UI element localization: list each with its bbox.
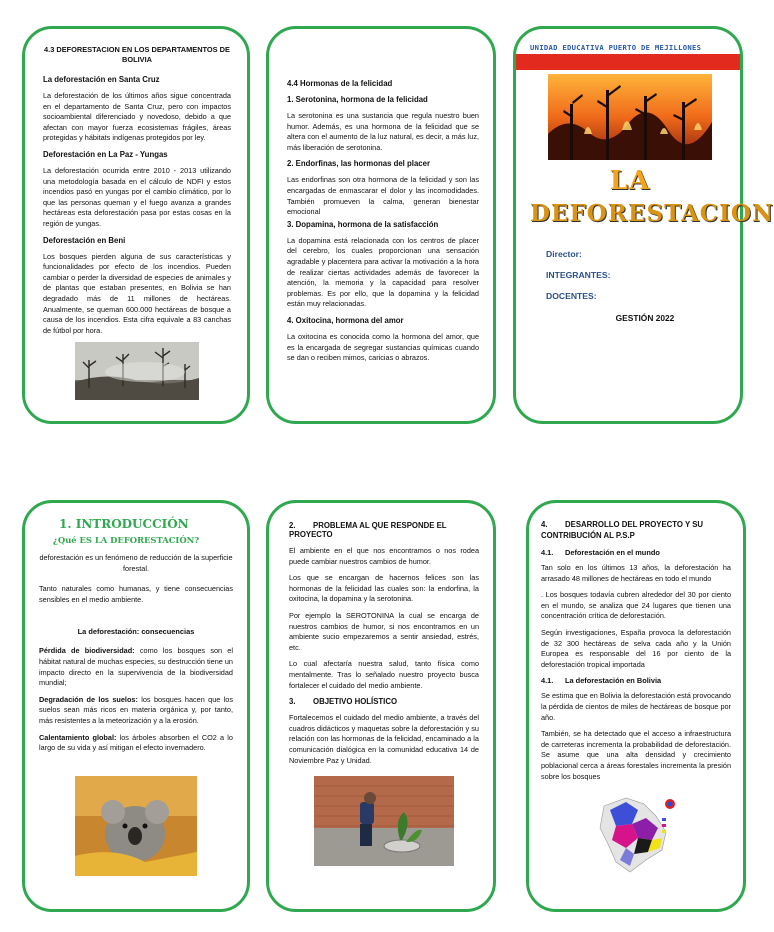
heading-text: DESARROLLO DEL PROYECTO Y SU CONTRIBUCIÓN AL P.S.P — [541, 520, 704, 540]
problem-text-2: Los que se encargan de hacernos felices son las hormonas de la felicidad las cuales son: la endorfina, la oxitocina, la dopamina y la serotonina. — [289, 573, 479, 604]
bolivia-text-2: También, se ha detectado que el acceso a infraestructura de carreteras incrementa la probabilidad de deforestación. Se asume que una alta densidad y crecimiento poblacional cerca a áreas forestales incrementa la presión sobre los bosques — [541, 729, 731, 781]
panel-introduccion — [22, 500, 250, 912]
planting-photo — [314, 776, 454, 866]
consequence-label: Pérdida de biodiversidad: — [39, 646, 135, 656]
subheading-la-paz: Deforestación en La Paz - Yungas — [43, 149, 168, 159]
red-banner — [516, 54, 740, 70]
burned-forest-photo — [75, 342, 199, 400]
intro-question: ¿Qué ES LA DEFORESTACIÓN? — [53, 535, 200, 545]
subheading-oxitocina: 4. Oxitocina, hormona del amor — [287, 315, 404, 325]
heading-number: 4. — [541, 520, 548, 529]
subheading-beni: Deforestación en Beni — [43, 235, 126, 245]
panel-cover — [513, 26, 774, 424]
problem-text-3: Por ejemplo la SEROTONINA la cual se encarga de nuestros cambios de humor, si nos encontramos en un ambiente sucio empezaremos a sentir ansiedad, estrés, etc. — [289, 610, 479, 652]
consequence-text: los árboles absorben el CO2 a lo largo de su vida y así mitigan el efecto invernadero. — [39, 732, 233, 753]
panel-problema — [266, 500, 496, 912]
text-dopamina: La dopamina está relacionada con los centros de placer del cerebro, los cuales proporcionan una sensación agradable y placentera para activar la motivación a la hora de realizar ciertas actividades además de favorecer la atención, la memoria y la capacidad para resolver problemas. Es por ello, que la dopamina y la felicidad están muy relacionadas. — [287, 235, 479, 309]
world-text-3: Según investigaciones, España provoca la deforestación de 32 300 hectáreas de selva cada año y la Unión Europea es responsable del 16 por ciento de la deforestación tropical importada — [541, 627, 731, 669]
text-oxitocina: La oxitocina es conocida como la hormona del amor, que es la encargada de segregar sustancias químicas cuando se dan o reciben mimos, caricias o abrazos. — [287, 331, 479, 363]
heading-number: 4.1. — [541, 548, 554, 557]
consequence-label: Calentamiento global: — [39, 732, 117, 742]
section-heading: 4.3 DEFORESTACION EN LOS DEPARTAMENTOS DE BOLIVIA — [44, 45, 230, 64]
objective-text: Fortalecemos el cuidado del medio ambiente, a través del cuadros didácticos y maquetas sobre la deforestación y su relación con las hormonas de la felicidad, encaminado a la comunicación dialógica en la comunidad educativa 14 de Noviembre Paz y Unidad. — [289, 713, 479, 765]
bolivia-map-image — [586, 788, 686, 880]
section-heading: 4.4 Hormonas de la felicidad — [287, 79, 393, 88]
text-beni: Los bosques pierden alguna de sus características y funcionalidades por efecto de los incendios. Pueden cambiar o perder la diversidad de especies de animales y de plantas que estaban presentes, en Bolivia se han degradado más de 11 millones de hectáreas. Anualmente, se queman 600.000 hectáreas de bosque a causa de los incendios. Esta cifra equivale a 83 canchas de fútbol por hora. — [43, 251, 231, 335]
heading-text: Deforestación en el mundo — [565, 548, 660, 557]
definition-text: deforestación es un fenómeno de reducción de la superficie forestal. — [39, 553, 233, 573]
heading-number: 4.1. — [541, 676, 554, 686]
subheading-dopamina: 3. Dopamina, hormona de la satisfacción — [287, 219, 439, 229]
cover-title-la: LA — [609, 166, 651, 196]
subheading-endorfinas: 2. Endorfinas, las hormonas del placer — [287, 159, 430, 169]
heading-text: PROBLEMA AL QUE RESPONDE EL PROYECTO — [289, 521, 447, 539]
bolivia-subheading — [541, 676, 731, 685]
gestion-label: GESTIÓN 2022 — [615, 313, 675, 323]
integrantes-label: INTEGRANTES: — [546, 270, 611, 280]
world-text-2: . Los bosques todavía cubren alrededor del 30 por ciento en el mundo, se analiza que 24 lugares que tienen una concentración crítica de deforestación. — [541, 590, 731, 621]
school-name: UNIDAD EDUCATIVA PUERTO DE MEJILLONES — [530, 43, 702, 52]
intro-heading: 1. INTRODUCCIÓN — [59, 517, 189, 531]
consequence-calentamiento — [39, 733, 233, 754]
problem-heading — [289, 521, 479, 539]
bolivia-text-1: Se estima que en Bolivia la deforestación está provocando la pérdida de cientos de miles de hectáreas de bosque por año. — [541, 691, 731, 722]
text-santa-cruz: La deforestación de los últimos años sigue concentrada en el departamento de Santa Cruz, pero con impactos socioambiental diferenciado y novedoso, debido a que afectan con mayor fuerza ecosistemas frágiles, áreas protegidas y hábitats indígenas protegidos por ley. — [43, 91, 231, 143]
text-endorfinas: Las endorfinas son otra hormona de la felicidad y son las encargadas de enmascarar el dolor y las incomodidades. También promueven la calma, generan bienestar emocional — [287, 175, 479, 217]
heading-text: OBJETIVO HOLÍSTICO — [313, 697, 398, 707]
panel-departamentos — [22, 26, 250, 424]
consequence-suelos — [39, 695, 233, 727]
consequence-text: los bosques hacen que los suelos sean más ricos en materia orgánica y, por tanto, más resistentes a la meteorización y a la erosión. — [39, 694, 233, 725]
consequence-label: Degradación de los suelos: — [39, 694, 138, 704]
docentes-label: DOCENTES: — [546, 291, 597, 301]
panel-hormonas — [266, 26, 496, 424]
subheading-serotonina: 1. Serotonina, hormona de la felicidad — [287, 95, 428, 104]
development-heading — [541, 519, 731, 541]
subheading-santa-cruz: La deforestación en Santa Cruz — [43, 75, 160, 84]
heading-text: La deforestación en Bolivia — [565, 676, 662, 686]
director-label: Director: — [546, 249, 582, 259]
forest-fire-image — [548, 74, 712, 160]
text-serotonina: La serotonina es una sustancia que regula nuestro buen humor. Además, es una hormona de la felicidad que se altera con el aumento de la luz natural, es decir, a más luz, más liberación de serotonina. — [287, 111, 479, 152]
consequence-text: como los bosques son el hábitat natural de muchas especies, su destrucción tiene un impacto directo en la supervivencia de la biodiversidad mundial; — [39, 646, 233, 688]
problem-text-1: El ambiente en el que nos encontramos o nos rodea puede cambiar nuestros cambios de humor. — [289, 546, 479, 566]
koala-photo — [75, 776, 197, 876]
text-la-paz: La deforestación ocurrida entre 2010 - 2013 utilizando una metodología basada en el cálculo de NDFI y estos incendios pasó en yungas por el cambio climático, por lo que las personas queman y el fuego avanza a grandes hectáreas esta deforestación pasa por estas cosas en la región de yungas. — [43, 165, 231, 228]
panel-desarrollo — [526, 500, 746, 912]
objective-heading — [289, 697, 479, 706]
problem-text-4: Lo cual afectaría nuestra salud, tanto física como mentalmente. Tras lo señalado nuestro proyecto busca fortalecer el cuidado del medio ambiente. — [289, 659, 479, 690]
causes-text: Tanto naturales como humanas, y tiene consecuencias sensibles en el medio ambiente. — [39, 584, 233, 604]
cover-title-deforestacion: DEFORESTACION — [530, 200, 774, 227]
heading-number: 3. — [289, 697, 296, 707]
heading-number: 2. — [289, 521, 296, 530]
world-subheading — [541, 548, 731, 557]
world-text-1: Tan solo en los últimos 13 años, la deforestación ha arrasado 48 millones de hectáreas en todo el mundo — [541, 563, 731, 583]
consequences-heading: La deforestación: consecuencias — [77, 627, 195, 637]
consequence-biodiversidad — [39, 646, 233, 688]
